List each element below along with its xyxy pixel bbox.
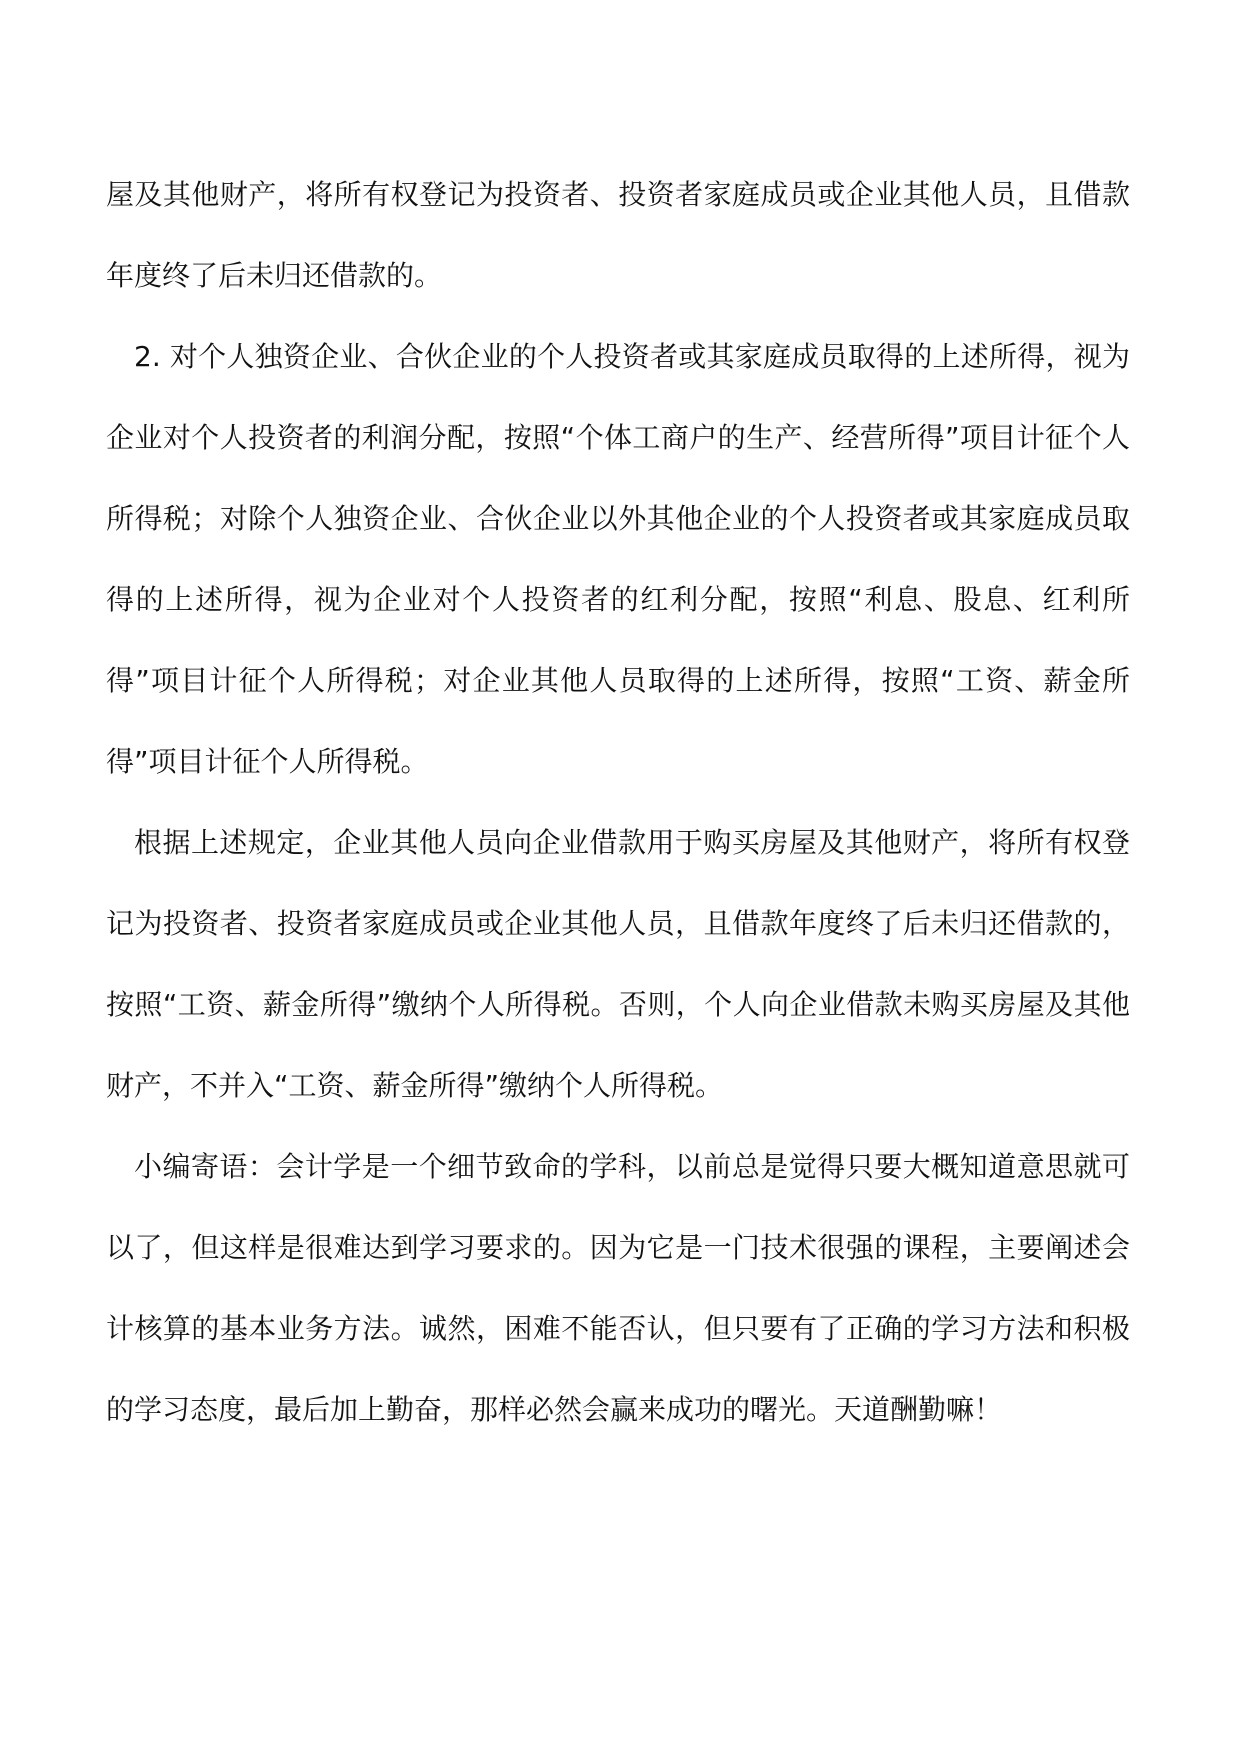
document-body xyxy=(106,154,1130,1450)
paragraph-editor-note: 小编寄语：会计学是一个细节致命的学科，以前总是觉得只要大概知道意思就可以了，但这样是很难达到学习要求的。因为它是一门技术很强的课程，主要阐述会计核算的基本业务方法。诚然，困难不能否认，但只要有了正确的学习方法和积极的学习态度，最后加上勤奋，那样必然会赢来成功的曙光。天道酬勤嘛！ xyxy=(106,1150,1130,1426)
paragraph-continuation: 屋及其他财产，将所有权登记为投资者、投资者家庭成员或企业其他人员，且借款年度终了后未归还借款的。 xyxy=(106,178,1130,292)
paragraph-item-2: 2. 对个人独资企业、合伙企业的个人投资者或其家庭成员取得的上述所得，视为企业对个人投资者的利润分配，按照“个体工商户的生产、经营所得”项目计征个人所得税；对除个人独资企业、合伙企业以外其他企业的个人投资者或其家庭成员取得的上述所得，视为企业对个人投资者的红利分配，按照“利息、股息、红利所得”项目计征个人所得税；对企业其他人员取得的上述所得，按照“工资、薪金所得”项目计征个人所得税。 xyxy=(106,340,1130,778)
paragraph-regulation-summary: 根据上述规定，企业其他人员向企业借款用于购买房屋及其他财产，将所有权登记为投资者、投资者家庭成员或企业其他人员，且借款年度终了后未归还借款的，按照“工资、薪金所得”缴纳个人所得税。否则，个人向企业借款未购买房屋及其他财产，不并入“工资、薪金所得”缴纳个人所得税。 xyxy=(106,826,1130,1102)
